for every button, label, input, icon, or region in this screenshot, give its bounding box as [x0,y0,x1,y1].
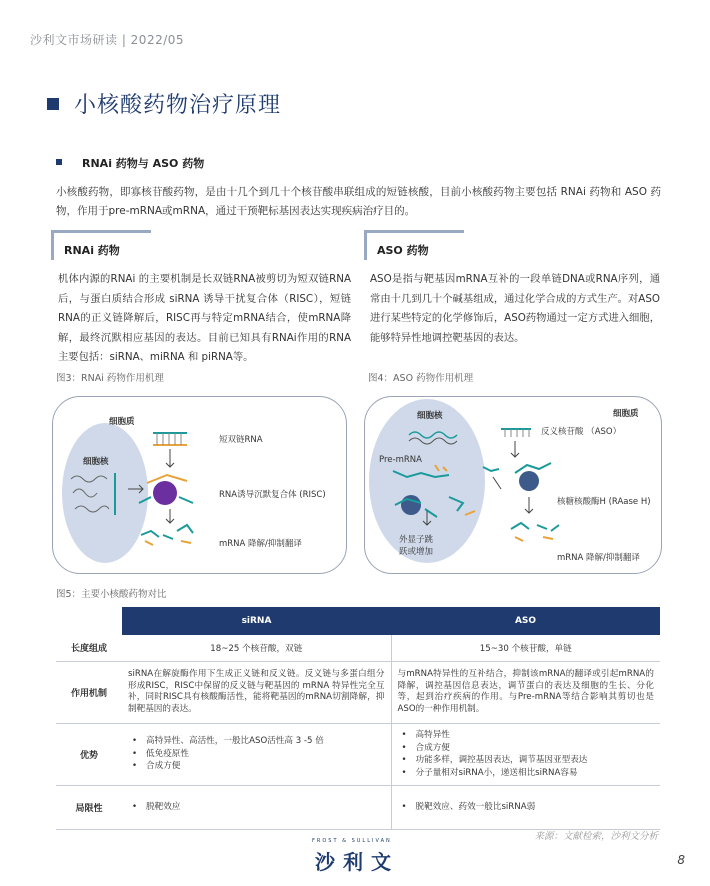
header-text: 沙利文市场研读 | 2022/05 [30,33,185,47]
cell-sirna-composition: 18~25 个核苷酸，双链 [122,635,391,661]
fig4-mrna-deg-label: mRNA 降解/抑制翻译 [557,553,640,563]
fig4-mrna-fragments [511,523,559,531]
fig4-nucleus-label: 细胞核 [417,411,443,421]
table-row [56,723,660,785]
fig3-nucleus-label: 细胞核 [83,457,109,467]
table-row [56,635,660,661]
source-note: 来源：文献检索，沙利文分析 [534,831,658,842]
fig3-nucleus-shape [62,423,148,563]
row-label-mechanism: 作用机制 [56,661,122,723]
fig4-export-strand [483,467,499,471]
intro-paragraph: 小核酸药物，即寡核苷酸药物，是由十几个到几十个核苷酸串联组成的短链核酸，目前小核酸药物主要包括 RNAi 药物和 ASO 药物，作用于pre-mRNA或mRNA，通过干预靶标基因表达实现疾病治疗目的。 [56,186,661,217]
list-item: • 脱靶效应、药效一般比siRNA弱 [398,801,655,814]
list-item: • 合成方便 [128,760,385,773]
list-item: • 功能多样，调控基因表达，调节基因亚型表达 [398,754,655,767]
list-item: • 分子量相对siRNA小，递送相比siRNA容易 [398,767,655,780]
fig3-dsrna-label: 短双链RNA [219,435,263,445]
fig3-mrna-deg-label: mRNA 降解/抑制翻译 [219,539,302,549]
fig3-mrna-fragments-2 [145,541,191,545]
section-bullet-icon [56,159,62,165]
aso-title: ASO 药物 [377,244,429,257]
aso-title-line [364,230,464,233]
list-item: • 合成方便 [398,742,655,755]
aso-title-bar [364,230,367,260]
fig4-diagram [364,396,662,574]
cell-sirna-limitations [122,785,391,829]
cell-aso-limitations [391,785,660,829]
rnai-title-line [51,230,151,233]
aso-mechanism-text: 与mRNA特异性的互补结合，抑制该mRNA的翻译或引起mRNA的降解，调控基因信息表达，调节蛋白的表达及细胞的生长、分化等，起到治疗疾病的作用。与Pre-mRNA等结合影响其剪切也是ASO的一种作用机制。 [397,669,654,714]
fig4-cytoplasm-label: 细胞质 [613,409,639,419]
cell-aso-advantages [391,723,660,785]
fig4-premrna-label: Pre-mRNA [379,455,422,465]
page-number: 8 [677,853,685,867]
rnai-paragraph: 机体内源的RNAi 的主要机制是长双链RNA被剪切为短双链RNA 后，与蛋白质结合形成 siRNA 诱导干扰复合体（RISC），短链RNA的正义链降解后，RISC再与特定mRNA结合，使mRNA降解，最终沉默相应基因的表达。目前已知具有RNAi作用的RNA主要包括：siRNA、miRNA 和 piRNA等。 [58,273,351,363]
sirna-mechanism-text: siRNA在解旋酶作用下生成正义链和反义链。反义链与多蛋白组分形成RISC，RISC中保留的反义链与靶基因的 mRNA 特异性完全互补，同时RISC具有核酸酶活性，能将靶基因的mRNA切割降解，抑制靶基因的表达。 [128,669,385,714]
table-row [56,661,660,723]
logo: 沙利文 [315,850,399,874]
page-title: 小核酸药物治疗原理 [74,93,282,118]
column-header-aso: ASO [391,607,660,635]
cell-sirna-advantages [122,723,391,785]
rnai-title-bar [51,230,54,260]
title-square-icon [47,98,59,110]
fig4-aso-label: 反义核苷酸 （ASO） [541,427,622,437]
fig4-arrow-export [493,477,501,489]
list-item: • 脱靶效应 [128,801,385,814]
table-header-row [56,607,660,635]
fig3-cytoplasm-label: 细胞质 [109,417,135,427]
cell-sirna-mechanism [122,661,391,723]
fig4-rnaseh-label: 核糖核酸酶H (RAase H) [557,497,651,507]
fig5-caption: 图5：主要小核酸药物对比 [56,589,167,600]
fig4-exon-label-2: 跃或增加 [399,547,434,557]
comparison-table [56,607,660,830]
logo-subtitle: FROST & SULLIVAN [312,838,392,844]
section-title: RNAi 药物与 ASO 药物 [82,157,205,170]
table-row [56,785,660,829]
fig3-svg [53,397,347,574]
row-label-composition: 长度组成 [56,635,122,661]
list-item: • 高特异性、高活性，一般比ASO活性高 3 -5 倍 [128,735,385,748]
fig3-mrna-fragments [141,525,193,539]
fig4-caption: 图4：ASO 药物作用机理 [368,373,474,384]
cell-aso-mechanism [391,661,660,723]
fig3-caption: 图3：RNAi 药物作用机理 [56,373,164,384]
fig4-exon-label-1: 外显子跳 [399,535,434,545]
row-label-limitations: 局限性 [56,785,122,829]
rnai-title: RNAi 药物 [64,244,120,257]
fig4-aso-icon [501,429,531,437]
fig3-diagram [52,396,347,574]
aso-paragraph: ASO是指与靶基因mRNA互补的一段单链DNA或RNA序列，通常由十几到几十个碱基组成，通过化学合成的方式生产。对ASO进行某些特定的化学修饰后，ASO药物通过一定方式进入细胞，能够特异性地调控靶基因的表达。 [370,273,660,344]
fig3-risc-label: RNA诱导沉默复合体 (RISC) [219,490,326,500]
fig3-dsrna-icon [153,433,187,445]
list-item: • 低免疫原性 [128,748,385,761]
table-corner [56,607,122,635]
fig4-mrna-fragments-2 [515,537,553,541]
cell-aso-composition: 15~30 个核苷酸，单链 [391,635,660,661]
fig3-risc-enzyme [153,481,177,505]
fig4-mrna-strand [515,463,551,473]
fig4-rnaseh-nucleus [401,495,421,515]
row-label-advantages: 优势 [56,723,122,785]
fig4-rnaseh-enzyme [519,471,539,491]
list-item: • 高特异性 [398,729,655,742]
column-header-sirna: siRNA [122,607,391,635]
